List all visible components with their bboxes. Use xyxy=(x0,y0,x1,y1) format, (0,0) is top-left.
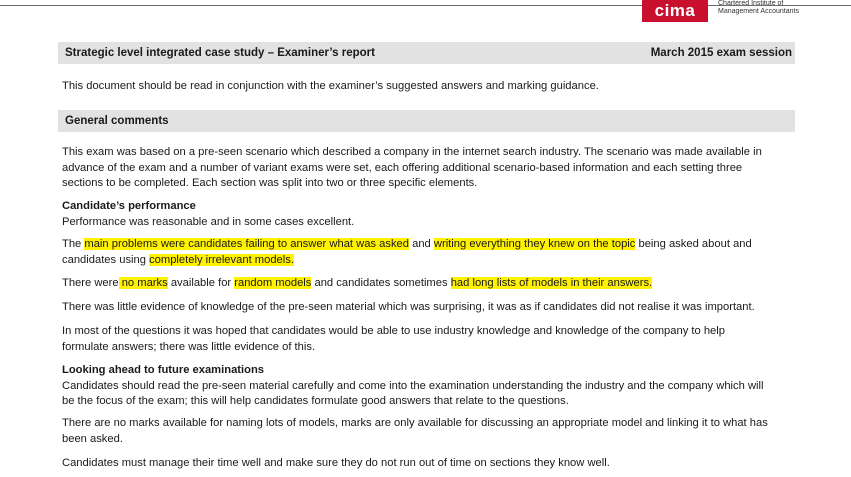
highlight-random-models: random models xyxy=(234,277,312,289)
future-heading: Looking ahead to future examinations xyxy=(62,364,265,376)
exam-session: March 2015 exam session xyxy=(650,47,792,59)
general-line-3: sections to be completed. Each section was split into two or three specific elements. xyxy=(62,177,478,189)
general-paragraph xyxy=(62,145,792,192)
highlight-writing-everything: writing everything they knew on the topic xyxy=(433,238,636,250)
problems-text-b: and xyxy=(409,238,434,250)
highlight-irrelevant-models: completely irrelevant models. xyxy=(149,253,294,266)
models-line-2: been asked. xyxy=(62,432,123,445)
general-comments-bar xyxy=(58,110,795,132)
preseen-paragraph: There was little evidence of knowledge of the pre-seen material which was surprising, it was as if candidates did not realise it was important. xyxy=(62,301,755,313)
intro-text: This document should be read in conjunction with the examiner’s suggested answers and marking guidance. xyxy=(62,80,599,92)
logo-tagline-line-1: Chartered Institute of xyxy=(718,0,784,7)
performance-line: Performance was reasonable and in some cases excellent. xyxy=(62,215,355,228)
performance-heading: Candidate’s performance xyxy=(62,200,196,212)
general-comments-heading: General comments xyxy=(65,115,169,127)
industry-line-2: formulate answers; there was little evidence of this. xyxy=(62,340,316,353)
problems-paragraph xyxy=(62,237,792,268)
general-line-1: This exam was based on a pre-seen scenario which described a company in the internet search industry. The scenario was made available in xyxy=(62,146,762,158)
performance-section xyxy=(62,199,792,230)
marks-text-b: available for xyxy=(167,277,235,289)
highlight-main-problems: main problems were candidates failing to answer what was asked xyxy=(84,238,409,250)
marks-paragraph xyxy=(62,276,792,292)
marks-text-a: There were xyxy=(62,277,119,289)
models-line-1: There are no marks available for naming lots of models, marks are only available for discussing an appropriate model and linking it to what has xyxy=(62,417,768,429)
future-line-2: be the focus of the exam; this will help candidates formulate good answers that relate to the questions. xyxy=(62,395,569,407)
general-line-2: advance of the exam and a number of variant exams were set, each offering additional scenario-based information and each setting three xyxy=(62,161,743,174)
problems-text-a: The xyxy=(62,238,85,250)
industry-line-1: In most of the questions it was hoped that candidates would be able to use industry knowledge and knowledge of the company to help xyxy=(62,325,725,337)
models-paragraph xyxy=(62,416,792,447)
report-header-bar xyxy=(58,42,795,64)
problems-text-d: candidates using xyxy=(62,253,150,266)
cima-logo: cima xyxy=(642,0,708,22)
time-paragraph: Candidates must manage their time well and make sure they do not run out of time on sections they know well. xyxy=(62,457,610,469)
highlight-no-marks: no marks xyxy=(118,277,168,289)
report-title: Strategic level integrated case study – Examiner’s report xyxy=(65,47,375,59)
problems-text-c: being asked about and xyxy=(635,238,752,250)
industry-paragraph xyxy=(62,324,792,355)
future-section xyxy=(62,363,792,410)
marks-text-c: and candidates sometimes xyxy=(311,277,451,289)
logo-tagline-line-2: Management Accountants xyxy=(718,8,799,15)
logo-tagline xyxy=(718,0,799,16)
highlight-long-lists: had long lists of models in their answers. xyxy=(450,277,653,289)
future-line-1: Candidates should read the pre-seen material carefully and come into the examination understanding the industry and the company which will xyxy=(62,379,764,392)
